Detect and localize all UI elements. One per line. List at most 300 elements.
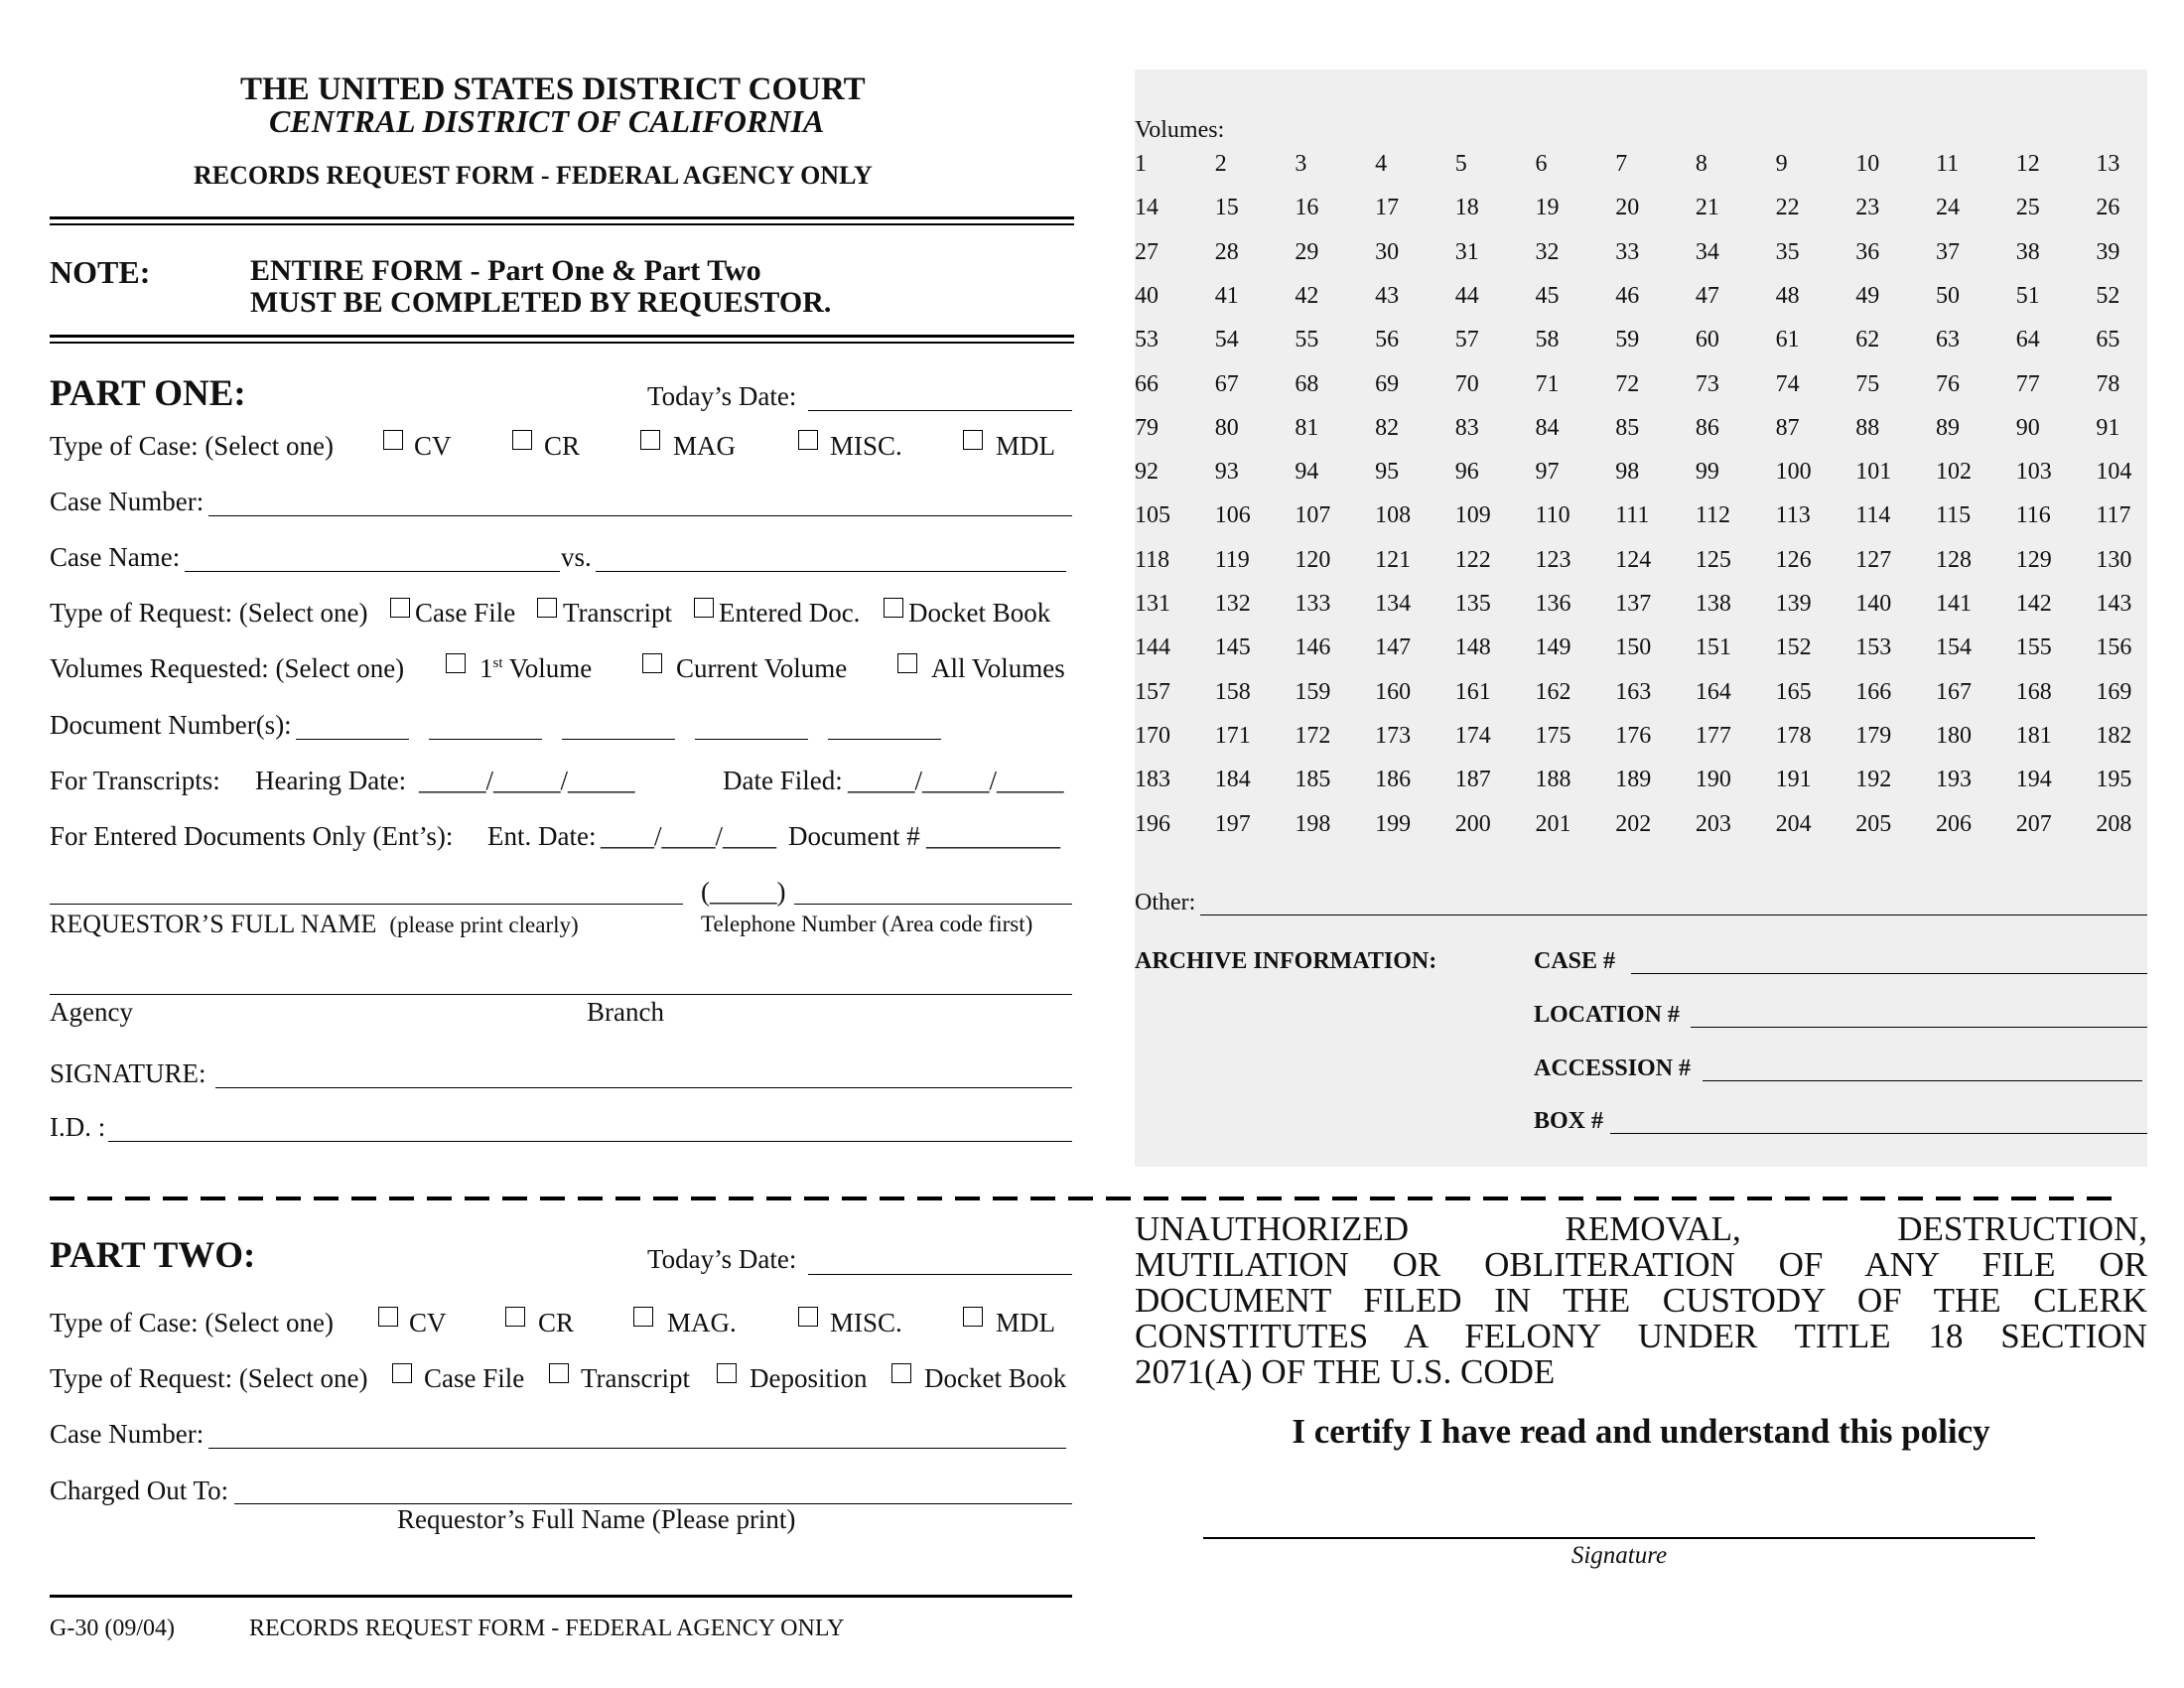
volume-number[interactable]: 126	[1775, 546, 1812, 573]
p1-request-docket-book-checkbox[interactable]	[884, 598, 903, 618]
volume-number[interactable]: 166	[1855, 678, 1892, 705]
p1-all-volumes-checkbox[interactable]	[897, 653, 917, 673]
volume-number[interactable]: 67	[1214, 370, 1239, 397]
volume-number[interactable]: 5	[1454, 151, 1467, 177]
p1-request-transcript-checkbox[interactable]	[537, 598, 557, 618]
volume-number[interactable]: 28	[1214, 238, 1239, 265]
volume-number[interactable]: 29	[1295, 238, 1319, 265]
p1-hearing-date-field[interactable]: _____/_____/_____	[419, 766, 635, 795]
volume-number[interactable]: 79	[1135, 414, 1159, 441]
volume-number[interactable]: 46	[1615, 282, 1640, 309]
volume-number[interactable]: 172	[1295, 722, 1331, 749]
p1-case-mdl-label: MDL	[996, 431, 1055, 461]
volume-number[interactable]: 22	[1775, 195, 1800, 221]
volume-number[interactable]: 69	[1375, 370, 1400, 397]
p1-first-volume-text: Volume	[502, 653, 593, 683]
volume-number[interactable]: 2	[1214, 151, 1227, 177]
p2-type-of-case-label: Type of Case: (Select one)	[50, 1308, 335, 1337]
volume-number[interactable]: 169	[2096, 678, 2132, 705]
volume-number[interactable]: 147	[1375, 634, 1412, 661]
volume-number[interactable]: 53	[1135, 327, 1159, 353]
note-line1: ENTIRE FORM - Part One & Part Two	[250, 254, 761, 287]
volume-number[interactable]: 82	[1375, 414, 1400, 441]
volume-number[interactable]: 86	[1695, 414, 1719, 441]
volume-number[interactable]: 81	[1295, 414, 1319, 441]
volume-number[interactable]: 208	[2096, 810, 2132, 837]
volume-number[interactable]: 206	[1936, 810, 1972, 837]
volume-number[interactable]: 168	[2015, 678, 2052, 705]
volume-number[interactable]: 6	[1535, 151, 1548, 177]
volume-number[interactable]: 189	[1615, 767, 1652, 793]
volume-number[interactable]: 74	[1775, 370, 1800, 397]
volume-number[interactable]: 137	[1615, 591, 1652, 617]
volume-number[interactable]: 7	[1615, 151, 1628, 177]
volume-number[interactable]: 138	[1695, 591, 1731, 617]
volume-number[interactable]: 60	[1695, 327, 1719, 353]
p2-case-cv-label: CV	[409, 1308, 447, 1337]
volume-number[interactable]: 130	[2096, 546, 2132, 573]
volume-number[interactable]: 52	[2096, 282, 2120, 309]
p1-id-field[interactable]	[108, 1141, 1072, 1142]
volume-number[interactable]: 95	[1375, 459, 1400, 486]
p1-document-number-field-1[interactable]	[296, 739, 409, 740]
volume-number[interactable]: 128	[1936, 546, 1972, 573]
volume-number[interactable]: 9	[1775, 151, 1788, 177]
p2-case-number-field[interactable]	[208, 1448, 1066, 1449]
volume-number[interactable]: 144	[1135, 634, 1170, 661]
p2-request-docket-book-checkbox[interactable]	[891, 1363, 911, 1383]
volume-number[interactable]: 17	[1375, 195, 1400, 221]
volume-number[interactable]: 151	[1695, 634, 1731, 661]
p2-request-deposition-checkbox[interactable]	[717, 1363, 737, 1383]
volume-number[interactable]: 161	[1454, 678, 1491, 705]
cut-line-dash	[1219, 1196, 1244, 1200]
volume-number[interactable]: 23	[1855, 195, 1880, 221]
p1-request-entered-doc-checkbox[interactable]	[694, 598, 714, 618]
volume-number[interactable]: 182	[2096, 722, 2132, 749]
volume-number[interactable]: 48	[1775, 282, 1800, 309]
volume-number[interactable]: 59	[1615, 327, 1640, 353]
cut-line-dash	[1370, 1196, 1395, 1200]
volume-number[interactable]: 21	[1695, 195, 1719, 221]
volume-number[interactable]: 106	[1214, 502, 1251, 529]
volume-number[interactable]: 185	[1295, 767, 1331, 793]
volume-number[interactable]: 65	[2096, 327, 2120, 353]
volume-number[interactable]: 118	[1135, 546, 1170, 573]
volume-number[interactable]: 134	[1375, 591, 1412, 617]
volume-number[interactable]: 109	[1454, 502, 1491, 529]
volume-number[interactable]: 101	[1855, 459, 1892, 486]
archive-location-field[interactable]	[1691, 1027, 2147, 1028]
cut-line-dash	[238, 1196, 263, 1200]
volume-number[interactable]: 201	[1535, 810, 1571, 837]
volume-number[interactable]: 191	[1775, 767, 1812, 793]
volume-number[interactable]: 56	[1375, 327, 1400, 353]
warning-line-1: UNAUTHORIZED REMOVAL, DESTRUCTION,	[1135, 1209, 2147, 1248]
p1-case-cv-label: CV	[414, 431, 452, 461]
volume-number[interactable]: 27	[1135, 238, 1159, 265]
volume-number[interactable]: 148	[1454, 634, 1491, 661]
volume-number[interactable]: 171	[1214, 722, 1251, 749]
volume-number[interactable]: 159	[1295, 678, 1331, 705]
cut-line-dash	[1823, 1196, 1847, 1200]
volume-number[interactable]: 197	[1214, 810, 1251, 837]
volume-number[interactable]: 14	[1135, 195, 1159, 221]
volume-number[interactable]: 127	[1855, 546, 1892, 573]
volume-number[interactable]: 47	[1695, 282, 1719, 309]
p1-phone-field[interactable]	[794, 904, 1072, 905]
volume-number[interactable]: 112	[1695, 502, 1730, 529]
p1-entered-docs-label: For Entered Documents Only (Ent’s):	[50, 821, 454, 851]
volume-number[interactable]: 49	[1855, 282, 1880, 309]
volume-number[interactable]: 72	[1615, 370, 1640, 397]
p1-requestor-name-label	[50, 910, 579, 939]
volume-number[interactable]: 77	[2015, 370, 2040, 397]
volume-number[interactable]: 45	[1535, 282, 1560, 309]
archive-box-field[interactable]	[1610, 1133, 2147, 1134]
volume-number[interactable]: 149	[1535, 634, 1571, 661]
p1-case-name-field-2[interactable]	[596, 571, 1066, 572]
volume-number[interactable]: 202	[1615, 810, 1652, 837]
volume-number[interactable]: 188	[1535, 767, 1571, 793]
volume-number[interactable]: 156	[2096, 634, 2132, 661]
cut-line-dash	[1974, 1196, 1998, 1200]
volume-number[interactable]: 141	[1936, 591, 1972, 617]
archive-case-field[interactable]	[1631, 973, 2147, 974]
p1-case-number-field[interactable]	[208, 515, 1072, 516]
volume-number[interactable]: 116	[2015, 502, 2051, 529]
volume-number[interactable]: 117	[2096, 502, 2131, 529]
volume-number[interactable]: 18	[1454, 195, 1479, 221]
volume-number[interactable]: 143	[2096, 591, 2132, 617]
volume-number[interactable]: 139	[1775, 591, 1812, 617]
volume-number[interactable]: 195	[2096, 767, 2132, 793]
volume-number[interactable]: 50	[1936, 282, 1960, 309]
p2-case-mdl-checkbox[interactable]	[963, 1307, 983, 1327]
volume-number[interactable]: 199	[1375, 810, 1412, 837]
p1-document-number-field-5[interactable]	[828, 739, 941, 740]
volume-number[interactable]: 163	[1615, 678, 1652, 705]
volume-number[interactable]: 133	[1295, 591, 1331, 617]
volume-number[interactable]: 35	[1775, 238, 1800, 265]
volume-number[interactable]: 135	[1454, 591, 1491, 617]
volume-number[interactable]: 68	[1295, 370, 1319, 397]
volume-number[interactable]: 13	[2096, 151, 2120, 177]
volume-number[interactable]: 119	[1214, 546, 1250, 573]
volume-number[interactable]: 125	[1695, 546, 1731, 573]
p1-document-number-field-3[interactable]	[562, 739, 675, 740]
volume-number[interactable]: 40	[1135, 282, 1159, 309]
p1-case-cr-checkbox[interactable]	[512, 430, 532, 450]
p1-first-volume-checkbox[interactable]	[446, 653, 466, 673]
cut-line-dash	[766, 1196, 791, 1200]
p2-request-case-file-checkbox[interactable]	[392, 1363, 412, 1383]
volume-number[interactable]: 155	[2015, 634, 2052, 661]
volume-number[interactable]: 157	[1135, 678, 1170, 705]
footer-rule	[50, 1595, 1072, 1598]
volume-number[interactable]: 123	[1535, 546, 1571, 573]
volume-number[interactable]: 183	[1135, 767, 1170, 793]
volume-number[interactable]: 34	[1695, 238, 1719, 265]
cut-line-dash	[1106, 1196, 1131, 1200]
volume-number[interactable]: 105	[1135, 502, 1170, 529]
volume-number[interactable]: 187	[1454, 767, 1491, 793]
volume-number[interactable]: 96	[1454, 459, 1479, 486]
volume-number[interactable]: 136	[1535, 591, 1571, 617]
volume-number[interactable]: 31	[1454, 238, 1479, 265]
volume-number[interactable]: 55	[1295, 327, 1319, 353]
p1-case-cv-checkbox[interactable]	[383, 430, 403, 450]
p1-document-hash-field[interactable]: __________	[926, 821, 1060, 851]
volume-number[interactable]: 198	[1295, 810, 1331, 837]
volume-number[interactable]: 205	[1855, 810, 1892, 837]
volume-number[interactable]: 146	[1295, 634, 1331, 661]
volume-number[interactable]: 38	[2015, 238, 2040, 265]
volume-number[interactable]: 162	[1535, 678, 1571, 705]
volume-number[interactable]: 98	[1615, 459, 1640, 486]
volume-number[interactable]: 89	[1936, 414, 1960, 441]
volume-number[interactable]: 24	[1936, 195, 1960, 221]
volume-number[interactable]: 173	[1375, 722, 1412, 749]
p1-case-mdl-checkbox[interactable]	[963, 430, 983, 450]
volume-number[interactable]: 145	[1214, 634, 1251, 661]
volume-number[interactable]: 164	[1695, 678, 1731, 705]
p1-current-volume-checkbox[interactable]	[642, 653, 662, 673]
volume-number[interactable]: 73	[1695, 370, 1719, 397]
p2-request-transcript-label: Transcript	[581, 1363, 691, 1393]
cut-line-dash	[1181, 1196, 1206, 1200]
p1-document-numbers-label: Document Number(s):	[50, 710, 292, 740]
volume-number[interactable]: 177	[1695, 722, 1731, 749]
volume-number[interactable]: 179	[1855, 722, 1892, 749]
volume-number[interactable]: 152	[1775, 634, 1812, 661]
p1-requestor-name-field[interactable]	[50, 904, 683, 905]
volume-number[interactable]: 41	[1214, 282, 1239, 309]
volume-number[interactable]: 12	[2015, 151, 2040, 177]
volume-number[interactable]: 85	[1615, 414, 1640, 441]
volume-number[interactable]: 186	[1375, 767, 1412, 793]
volume-number[interactable]: 207	[2015, 810, 2052, 837]
cut-line-dash	[276, 1196, 301, 1200]
cut-line-dash	[578, 1196, 603, 1200]
volume-number[interactable]: 71	[1535, 370, 1560, 397]
volume-number[interactable]: 104	[2096, 459, 2132, 486]
volume-number[interactable]: 108	[1375, 502, 1412, 529]
volume-number[interactable]: 43	[1375, 282, 1400, 309]
volume-number[interactable]: 1	[1135, 151, 1147, 177]
volume-number[interactable]: 10	[1855, 151, 1880, 177]
volume-number[interactable]: 30	[1375, 238, 1400, 265]
volume-number[interactable]: 181	[2015, 722, 2052, 749]
volume-number[interactable]: 114	[1855, 502, 1891, 529]
volume-number[interactable]: 193	[1936, 767, 1972, 793]
volume-number[interactable]: 11	[1936, 151, 1960, 177]
p1-ent-date-field[interactable]: ____/____/____	[601, 821, 777, 851]
p1-date-filed-field[interactable]: _____/_____/_____	[848, 766, 1064, 795]
volume-number[interactable]: 200	[1454, 810, 1491, 837]
volume-number[interactable]: 26	[2096, 195, 2120, 221]
volume-number[interactable]: 140	[1855, 591, 1892, 617]
volume-number[interactable]: 66	[1135, 370, 1159, 397]
volume-number[interactable]: 37	[1936, 238, 1960, 265]
p1-date-filed-label: Date Filed:	[723, 766, 843, 795]
volume-number[interactable]: 84	[1535, 414, 1560, 441]
cut-line-dash	[87, 1196, 112, 1200]
volume-number[interactable]: 20	[1615, 195, 1640, 221]
volume-number[interactable]: 103	[2015, 459, 2052, 486]
volume-number[interactable]: 132	[1214, 591, 1251, 617]
volume-number[interactable]: 97	[1535, 459, 1560, 486]
volume-number[interactable]: 174	[1454, 722, 1491, 749]
volume-number[interactable]: 107	[1295, 502, 1331, 529]
volume-number[interactable]: 92	[1135, 459, 1159, 486]
volume-number[interactable]: 102	[1936, 459, 1972, 486]
p1-signature-field[interactable]	[215, 1087, 1072, 1088]
volume-number[interactable]: 42	[1295, 282, 1319, 309]
volume-number[interactable]: 203	[1695, 810, 1731, 837]
volume-number[interactable]: 36	[1855, 238, 1880, 265]
volume-number[interactable]: 154	[1936, 634, 1972, 661]
archive-accession-field[interactable]	[1703, 1080, 2142, 1081]
volume-number[interactable]: 115	[1936, 502, 1972, 529]
form-title: RECORDS REQUEST FORM - FEDERAL AGENCY ONLY	[194, 161, 873, 190]
volume-number[interactable]: 44	[1454, 282, 1479, 309]
other-field[interactable]	[1200, 914, 2147, 915]
p1-type-of-request-label: Type of Request: (Select one)	[50, 598, 368, 628]
p1-case-misc-label: MISC.	[830, 431, 902, 461]
volume-number[interactable]: 194	[2015, 767, 2052, 793]
p1-case-name-field-1[interactable]	[185, 571, 560, 572]
volume-number[interactable]: 196	[1135, 810, 1170, 837]
volume-number[interactable]: 3	[1295, 151, 1307, 177]
volume-number[interactable]: 39	[2096, 238, 2120, 265]
p1-telephone-label: Telephone Number (Area code first)	[701, 912, 1033, 936]
volume-number[interactable]: 90	[2015, 414, 2040, 441]
p2-case-misc-label: MISC.	[830, 1308, 902, 1337]
volume-number[interactable]: 91	[2096, 414, 2120, 441]
volume-number[interactable]: 25	[2015, 195, 2040, 221]
volume-number[interactable]: 87	[1775, 414, 1800, 441]
warning-line-4: CONSTITUTES A FELONY UNDER TITLE 18 SECTION	[1135, 1317, 2147, 1355]
volume-number[interactable]: 19	[1535, 195, 1560, 221]
volume-number[interactable]: 167	[1936, 678, 1972, 705]
p2-case-cr-label: CR	[538, 1308, 575, 1337]
p1-document-number-field-2[interactable]	[429, 739, 542, 740]
p2-case-mag-checkbox[interactable]	[633, 1307, 653, 1327]
volume-number[interactable]: 178	[1775, 722, 1812, 749]
p1-request-case-file-checkbox[interactable]	[390, 598, 410, 618]
volume-number[interactable]: 184	[1214, 767, 1251, 793]
volume-number[interactable]: 142	[2015, 591, 2052, 617]
volume-number[interactable]: 150	[1615, 634, 1652, 661]
cut-line-dash	[125, 1196, 150, 1200]
volume-number[interactable]: 153	[1855, 634, 1892, 661]
volume-number[interactable]: 33	[1615, 238, 1640, 265]
p1-type-of-case-label: Type of Case: (Select one)	[50, 431, 335, 461]
p1-document-number-field-4[interactable]	[695, 739, 808, 740]
volume-number[interactable]: 165	[1775, 678, 1812, 705]
p1-first-volume-label	[479, 653, 592, 684]
p2-case-cr-checkbox[interactable]	[505, 1307, 525, 1327]
p1-case-mag-checkbox[interactable]	[640, 430, 660, 450]
p1-phone-area-field[interactable]: (_____)	[701, 877, 786, 907]
volume-number[interactable]: 58	[1535, 327, 1560, 353]
volume-number[interactable]: 83	[1454, 414, 1479, 441]
volume-number[interactable]: 110	[1535, 502, 1570, 529]
volume-number[interactable]: 32	[1535, 238, 1560, 265]
cut-line-dash	[1596, 1196, 1621, 1200]
volume-number[interactable]: 54	[1214, 327, 1239, 353]
volume-number[interactable]: 131	[1135, 591, 1170, 617]
volume-number[interactable]: 175	[1535, 722, 1571, 749]
p2-todays-date-field[interactable]	[808, 1274, 1072, 1275]
volume-number[interactable]: 192	[1855, 767, 1892, 793]
volume-number[interactable]: 190	[1695, 767, 1731, 793]
volume-number[interactable]: 160	[1375, 678, 1412, 705]
cut-line-dash	[955, 1196, 980, 1200]
volume-number[interactable]: 80	[1214, 414, 1239, 441]
volume-number[interactable]: 61	[1775, 327, 1800, 353]
volume-number[interactable]: 8	[1695, 151, 1707, 177]
volume-number[interactable]: 75	[1855, 370, 1880, 397]
volume-number[interactable]: 176	[1615, 722, 1652, 749]
volume-number[interactable]: 113	[1775, 502, 1811, 529]
p1-case-misc-checkbox[interactable]	[798, 430, 818, 450]
volume-number[interactable]: 64	[2015, 327, 2040, 353]
p1-agency-branch-field[interactable]	[50, 994, 1072, 995]
p2-case-cv-checkbox[interactable]	[378, 1307, 398, 1327]
p2-requestor-print-label: Requestor’s Full Name (Please print)	[397, 1504, 796, 1534]
certify-signature-field[interactable]	[1203, 1537, 2035, 1539]
cut-line-dash	[729, 1196, 753, 1200]
volume-number[interactable]: 63	[1936, 327, 1960, 353]
volume-number[interactable]: 111	[1615, 502, 1650, 529]
volume-number[interactable]: 93	[1214, 459, 1239, 486]
volume-number[interactable]: 124	[1615, 546, 1652, 573]
p2-request-deposition-label: Deposition	[750, 1363, 868, 1393]
volume-number[interactable]: 76	[1936, 370, 1960, 397]
warning-line-2: MUTILATION OR OBLITERATION OF ANY FILE OR	[1135, 1245, 2147, 1284]
volume-number[interactable]: 88	[1855, 414, 1880, 441]
court-title: THE UNITED STATES DISTRICT COURT	[240, 71, 866, 107]
archive-location-label: LOCATION #	[1534, 1002, 1680, 1028]
volume-number[interactable]: 158	[1214, 678, 1251, 705]
volume-number[interactable]: 16	[1295, 195, 1319, 221]
volume-number[interactable]: 94	[1295, 459, 1319, 486]
volume-number[interactable]: 100	[1775, 459, 1812, 486]
volume-number[interactable]: 122	[1454, 546, 1491, 573]
volume-number[interactable]: 129	[2015, 546, 2052, 573]
volume-number[interactable]: 4	[1375, 151, 1388, 177]
volume-number[interactable]: 15	[1214, 195, 1239, 221]
p2-case-misc-checkbox[interactable]	[798, 1307, 818, 1327]
volume-number[interactable]: 170	[1135, 722, 1170, 749]
p2-request-transcript-checkbox[interactable]	[549, 1363, 569, 1383]
volume-number[interactable]: 204	[1775, 810, 1812, 837]
volume-number[interactable]: 180	[1936, 722, 1972, 749]
volume-number[interactable]: 121	[1375, 546, 1412, 573]
volume-number[interactable]: 120	[1295, 546, 1331, 573]
volume-number[interactable]: 62	[1855, 327, 1880, 353]
volume-number[interactable]: 51	[2015, 282, 2040, 309]
volume-number[interactable]: 99	[1695, 459, 1719, 486]
volume-number[interactable]: 57	[1454, 327, 1479, 353]
archive-accession-label: ACCESSION #	[1534, 1055, 1692, 1081]
volume-number[interactable]: 78	[2096, 370, 2120, 397]
volume-number[interactable]: 70	[1454, 370, 1479, 397]
cut-line-dash	[1068, 1196, 1093, 1200]
p1-todays-date-field[interactable]	[808, 410, 1072, 411]
